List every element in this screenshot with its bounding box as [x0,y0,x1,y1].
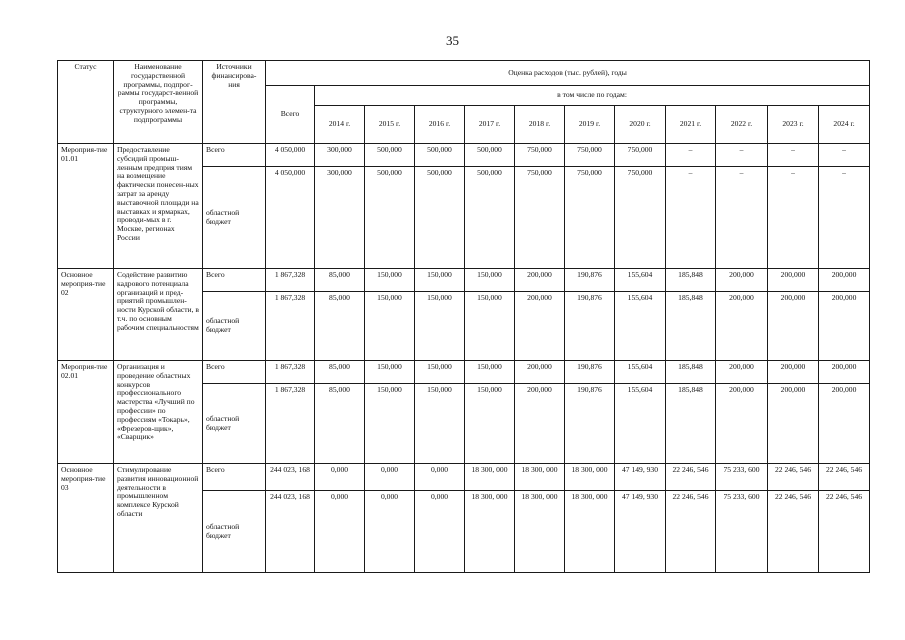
budget-table [57,60,870,573]
page-number: 35 [446,33,459,48]
row-source: областной бюджет [203,491,266,573]
row-year-value: 300,000 [315,167,365,269]
header-by-years: в том числе по годам: [315,86,870,106]
row-source: областной бюджет [203,292,266,361]
row-year-value: 155,604 [615,292,666,361]
row-year-value: 85,000 [315,269,365,292]
row-total: 1 867,328 [266,384,315,464]
row-year-value: 155,604 [615,384,666,464]
row-year-value: 0,000 [365,491,415,573]
header-status: Статус [58,61,114,144]
header-year: 2023 г. [768,106,819,144]
row-source: Всего [203,269,266,292]
row-year-value: 750,000 [615,144,666,167]
row-year-value: 22 246, 546 [666,491,716,573]
row-year-value: 185,848 [666,269,716,292]
row-year-value: 150,000 [465,384,515,464]
row-total: 1 867,328 [266,269,315,292]
row-year-value: 22 246, 546 [768,491,819,573]
row-year-value: 200,000 [515,292,565,361]
row-year-value: 750,000 [565,167,615,269]
row-year-value: – [666,144,716,167]
row-year-value: 150,000 [365,384,415,464]
row-year-value: 185,848 [666,361,716,384]
row-year-value: 200,000 [819,361,870,384]
row-year-value: 18 300, 000 [565,491,615,573]
row-year-value: 185,848 [666,384,716,464]
row-year-value: 200,000 [819,292,870,361]
row-year-value: – [666,167,716,269]
row-year-value: – [716,167,768,269]
row-year-value: 85,000 [315,292,365,361]
row-year-value: 185,848 [666,292,716,361]
row-total: 244 023, 168 [266,491,315,573]
row-year-value: – [716,144,768,167]
row-year-value: 18 300, 000 [565,464,615,491]
row-year-value: 200,000 [768,361,819,384]
row-source: областной бюджет [203,167,266,269]
row-year-value: 22 246, 546 [666,464,716,491]
row-total: 4 050,000 [266,167,315,269]
header-source: Источники финансирова-ния [203,61,266,144]
row-year-value: 500,000 [465,167,515,269]
row-year-value: 75 233, 600 [716,464,768,491]
row-year-value: 200,000 [819,269,870,292]
table-row [58,464,870,491]
row-year-value: 750,000 [515,167,565,269]
row-year-value: 150,000 [365,292,415,361]
row-source: областной бюджет [203,384,266,464]
table-row [58,269,870,292]
row-year-value: 200,000 [716,269,768,292]
row-year-value: 18 300, 000 [515,464,565,491]
row-year-value: 150,000 [465,361,515,384]
row-year-value: 190,876 [565,269,615,292]
row-year-value: 150,000 [465,292,515,361]
row-year-value: 47 149, 930 [615,464,666,491]
row-year-value: 200,000 [716,292,768,361]
row-year-value: 85,000 [315,361,365,384]
row-year-value: 22 246, 546 [768,464,819,491]
row-year-value: 0,000 [315,491,365,573]
row-year-value: – [768,144,819,167]
row-status: Мероприя-тие 01.01 [58,144,114,269]
row-source: Всего [203,361,266,384]
header-year: 2021 г. [666,106,716,144]
row-total: 4 050,000 [266,144,315,167]
row-year-value: 190,876 [565,384,615,464]
row-status: Основное мероприя-тие 03 [58,464,114,573]
header-year: 2022 г. [716,106,768,144]
row-name: Содействие развитию кадрового потенциала организаций и пред-приятий промышлен-ности Курской области, в т.ч. по основным рабочим специальностям [114,269,203,361]
row-status: Мероприя-тие 02.01 [58,361,114,464]
row-year-value: 500,000 [365,167,415,269]
row-year-value: 200,000 [515,269,565,292]
row-year-value: 500,000 [365,144,415,167]
header-estimate: Оценка расходов (тыс. рублей), годы [266,61,870,86]
row-year-value: 150,000 [415,361,465,384]
row-year-value: 300,000 [315,144,365,167]
row-year-value: 750,000 [515,144,565,167]
row-year-value: 190,876 [565,361,615,384]
header-row-1 [58,61,870,86]
header-year: 2016 г. [415,106,465,144]
row-source: Всего [203,144,266,167]
header-year: 2019 г. [565,106,615,144]
row-year-value: 200,000 [768,269,819,292]
row-year-value: – [819,167,870,269]
row-year-value: 200,000 [716,361,768,384]
row-year-value: 750,000 [565,144,615,167]
header-total: Всего [266,86,315,144]
row-year-value: 155,604 [615,361,666,384]
row-year-value: 0,000 [415,491,465,573]
row-year-value: 22 246, 546 [819,464,870,491]
row-year-value: 150,000 [365,269,415,292]
row-year-value: 200,000 [515,361,565,384]
row-year-value: 150,000 [415,384,465,464]
header-year: 2015 г. [365,106,415,144]
row-total: 244 023, 168 [266,464,315,491]
table-row [58,361,870,384]
row-source: Всего [203,464,266,491]
row-name: Предоставление субсидий промыш-ленным предприя тиям на возмещение фактически понесен-ных затрат за аренду выставочной площади на выставках и ярмарках, проводи-мых в г. Москве, регионах России [114,144,203,269]
row-year-value: 18 300, 000 [465,464,515,491]
header-name: Наименование государственной программы, подпрог-раммы государст-венной программы, структурного элемен-та подпрограммы [114,61,203,144]
row-year-value: 0,000 [365,464,415,491]
header-year: 2017 г. [465,106,515,144]
header-year: 2018 г. [515,106,565,144]
header-year: 2020 г. [615,106,666,144]
row-year-value: 750,000 [615,167,666,269]
row-year-value: 150,000 [465,269,515,292]
row-total: 1 867,328 [266,292,315,361]
row-year-value: 22 246, 546 [819,491,870,573]
row-year-value: 190,876 [565,292,615,361]
row-year-value: 47 149, 930 [615,491,666,573]
row-year-value: 75 233, 600 [716,491,768,573]
row-status: Основное мероприя-тие 02 [58,269,114,361]
row-year-value: 500,000 [415,167,465,269]
row-year-value: 200,000 [768,384,819,464]
row-year-value: 200,000 [819,384,870,464]
row-year-value: – [768,167,819,269]
row-year-value: 200,000 [716,384,768,464]
table-row [58,144,870,167]
row-year-value: 150,000 [415,292,465,361]
row-year-value: 500,000 [415,144,465,167]
row-year-value: 500,000 [465,144,515,167]
header-year: 2014 г. [315,106,365,144]
row-year-value: 85,000 [315,384,365,464]
row-total: 1 867,328 [266,361,315,384]
row-year-value: 150,000 [365,361,415,384]
row-name: Организация и проведение областных конкурсов профессионального мастерства «Лучший по профессии» по профессиям «Токарь», «Фрезеров-щик», «Сварщик» [114,361,203,464]
row-year-value: 18 300, 000 [465,491,515,573]
row-year-value: 18 300, 000 [515,491,565,573]
row-year-value: – [819,144,870,167]
row-year-value: 200,000 [515,384,565,464]
row-year-value: 150,000 [415,269,465,292]
row-year-value: 155,604 [615,269,666,292]
row-year-value: 200,000 [768,292,819,361]
row-name: Стимулирование развития инновационной деятельности в промышленном комплексе Курской области [114,464,203,573]
row-year-value: 0,000 [415,464,465,491]
row-year-value: 0,000 [315,464,365,491]
header-year: 2024 г. [819,106,870,144]
